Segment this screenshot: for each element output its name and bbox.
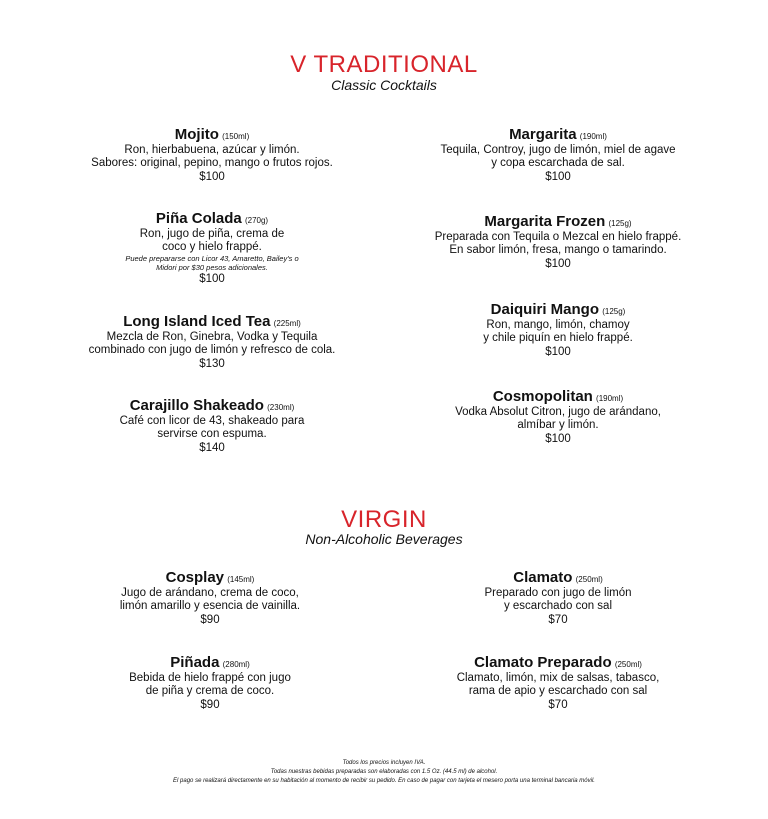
item-price: $100: [545, 346, 571, 358]
item-description: Ron, jugo de piña, crema de coco y hielo frappé.: [139, 228, 285, 253]
item-size: (190ml): [596, 394, 624, 403]
menu-item-long-island: [62, 313, 362, 371]
item-price: $100: [199, 273, 225, 285]
traditional-title: V TRADITIONAL: [290, 51, 478, 78]
item-size: (250ml): [614, 660, 642, 669]
item-name: Mojito: [174, 126, 219, 143]
item-description: Mezcla de Ron, Ginebra, Vodka y Tequila combinado con jugo de limón y refresco de cola.: [88, 331, 336, 356]
menu-item-pinada: [60, 654, 360, 712]
item-name: Piña Colada: [155, 210, 242, 227]
item-name: Margarita: [509, 126, 577, 143]
item-name: Carajillo Shakeado: [129, 397, 264, 414]
item-name: Daiquiri Mango: [490, 301, 599, 318]
item-price: $140: [199, 442, 225, 454]
item-size: (270g): [244, 216, 269, 225]
item-price: $100: [545, 171, 571, 183]
item-price: $90: [200, 614, 220, 626]
virgin-subtitle: Non-Alcoholic Beverages: [305, 531, 463, 547]
traditional-subtitle: Classic Cocktails: [331, 77, 437, 93]
item-description: Clamato, limón, mix de salsas, tabasco, rama de apio y escarchado con sal: [456, 672, 660, 697]
menu-item-carajillo: [62, 397, 362, 455]
item-description: Jugo de arándano, crema de coco, limón amarillo y esencia de vainilla.: [119, 587, 301, 612]
item-name: Clamato Preparado: [474, 654, 612, 671]
item-price: $130: [199, 358, 225, 370]
item-name: Cosplay: [165, 569, 225, 586]
item-name: Piñada: [170, 654, 220, 671]
menu-item-daiquiri-mango: [404, 301, 712, 359]
item-price: $100: [545, 433, 571, 445]
item-size: (225ml): [273, 319, 301, 328]
item-size: (280ml): [222, 660, 250, 669]
menu-item-margarita-frozen: [404, 213, 712, 271]
menu-item-cosplay: [60, 569, 360, 627]
item-price: $100: [545, 258, 571, 270]
item-size: (190ml): [579, 132, 607, 141]
item-size: (145ml): [227, 575, 255, 584]
footer-line: Todos los precios incluyen IVA.: [342, 760, 426, 766]
item-name: Cosmopolitan: [492, 388, 593, 405]
item-size: (150ml): [222, 132, 250, 141]
menu-item-cosmopolitan: [404, 388, 712, 446]
item-price: $70: [548, 699, 568, 711]
item-name: Clamato: [513, 569, 573, 586]
virgin-title: VIRGIN: [341, 506, 427, 533]
item-description: Bebida de hielo frappé con jugo de piña y crema de coco.: [129, 672, 291, 697]
footer-line: El pago se realizará directamente en su habitación al momento de recibir su pedido. En caso de pagar con tarjeta el mesero porta una terminal bancaria móvil.: [173, 778, 595, 784]
item-name: Long Island Iced Tea: [123, 313, 271, 330]
item-size: (125g): [602, 307, 626, 316]
item-description: Vodka Absolut Citron, jugo de arándano, almíbar y limón.: [455, 406, 661, 431]
item-name: Margarita Frozen: [484, 213, 606, 230]
footer-notes: [0, 759, 768, 786]
menu-item-clamato: [404, 569, 712, 627]
item-description: Ron, mango, limón, chamoy y chile piquín en hielo frappé.: [483, 319, 633, 344]
item-description: Café con licor de 43, shakeado para servirse con espuma.: [119, 415, 305, 440]
item-note: Puede prepararse con Licor 43, Amaretto, Bailey's o Midori por $30 pesos adicionales.: [125, 254, 299, 272]
item-price: $100: [199, 171, 225, 183]
footer-line: Todas nuestras bebidas preparadas son elaboradas con 1.5 Oz. (44.5 ml) de alcohol.: [270, 769, 498, 775]
menu-item-margarita: [404, 126, 712, 184]
item-description: Tequila, Controy, jugo de limón, miel de agave y copa escarchada de sal.: [440, 144, 676, 169]
item-price: $70: [548, 614, 568, 626]
item-size: (250ml): [575, 575, 603, 584]
item-description: Preparada con Tequila o Mezcal en hielo frappé. En sabor limón, fresa, mango o tamarindo.: [434, 231, 682, 256]
item-size: (230ml): [267, 403, 295, 412]
menu-item-pina-colada: [62, 210, 362, 286]
item-size: (125g): [608, 219, 632, 228]
item-price: $90: [200, 699, 220, 711]
menu-item-clamato-preparado: [404, 654, 712, 712]
item-description: Preparado con jugo de limón y escarchado con sal: [484, 587, 632, 612]
menu-item-mojito: [62, 126, 362, 184]
item-description: Ron, hierbabuena, azúcar y limón. Sabores: original, pepino, mango o frutos rojos.: [91, 144, 333, 169]
